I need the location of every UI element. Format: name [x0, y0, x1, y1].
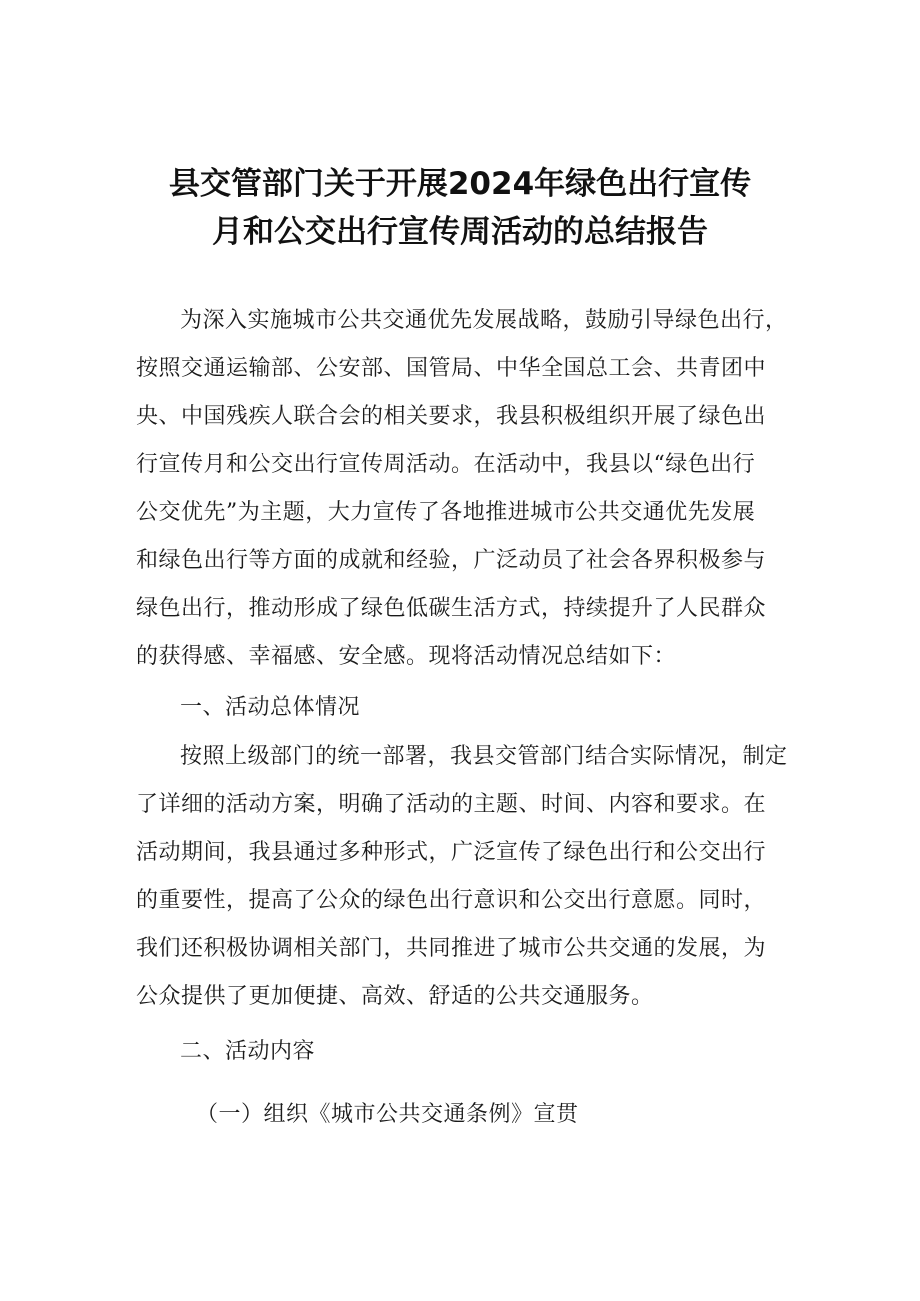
document-title-line-2: 月和公交出行宣传周活动的总结报告: [212, 214, 708, 250]
paragraph-2-line-6: 公众提供了更加便捷、高效、舒适的公共交通服务。: [136, 984, 654, 1009]
paragraph-1-line-6: 和绿色出行等方面的成就和经验，广泛动员了社会各界积极参与: [136, 548, 767, 573]
document-title-line-1: 县交管部门关于开展2024年绿色出行宣传: [168, 166, 752, 202]
paragraph-2-line-4: 的重要性，提高了公众的绿色出行意识和公交出行意愿。同时，: [136, 888, 767, 913]
paragraph-1-line-5: 公交优先”为主题，大力宣传了各地推进城市公共交通优先发展: [136, 500, 756, 525]
paragraph-1-line-2: 按照交通运输部、公安部、国管局、中华全国总工会、共青团中: [136, 356, 767, 381]
paragraph-1-line-3: 央、中国残疾人联合会的相关要求，我县积极组织开展了绿色出: [136, 404, 767, 429]
sub-heading-1: （一）组织《城市公共交通条例》宣贯: [196, 1102, 579, 1127]
section-heading-2: 二、活动内容: [180, 1039, 316, 1064]
paragraph-1-line-1: 为深入实施城市公共交通优先发展战略，鼓励引导绿色出行，: [180, 308, 788, 333]
section-heading-1: 一、活动总体情况: [180, 695, 361, 720]
paragraph-2-line-2: 了详细的活动方案，明确了活动的主题、时间、内容和要求。在: [136, 792, 767, 817]
paragraph-2-line-1: 按照上级部门的统一部署，我县交管部门结合实际情况，制定: [180, 744, 788, 769]
paragraph-2-line-5: 我们还积极协调相关部门，共同推进了城市公共交通的发展，为: [136, 936, 767, 961]
paragraph-1-line-7: 绿色出行，推动形成了绿色低碳生活方式，持续提升了人民群众: [136, 596, 767, 621]
paragraph-2-line-3: 活动期间，我县通过多种形式，广泛宣传了绿色出行和公交出行: [136, 840, 767, 865]
paragraph-1-line-8: 的获得感、幸福感、安全感。现将活动情况总结如下：: [136, 644, 677, 669]
paragraph-1-line-4: 行宣传月和公交出行宣传周活动。在活动中，我县以“绿色出行: [136, 452, 756, 477]
